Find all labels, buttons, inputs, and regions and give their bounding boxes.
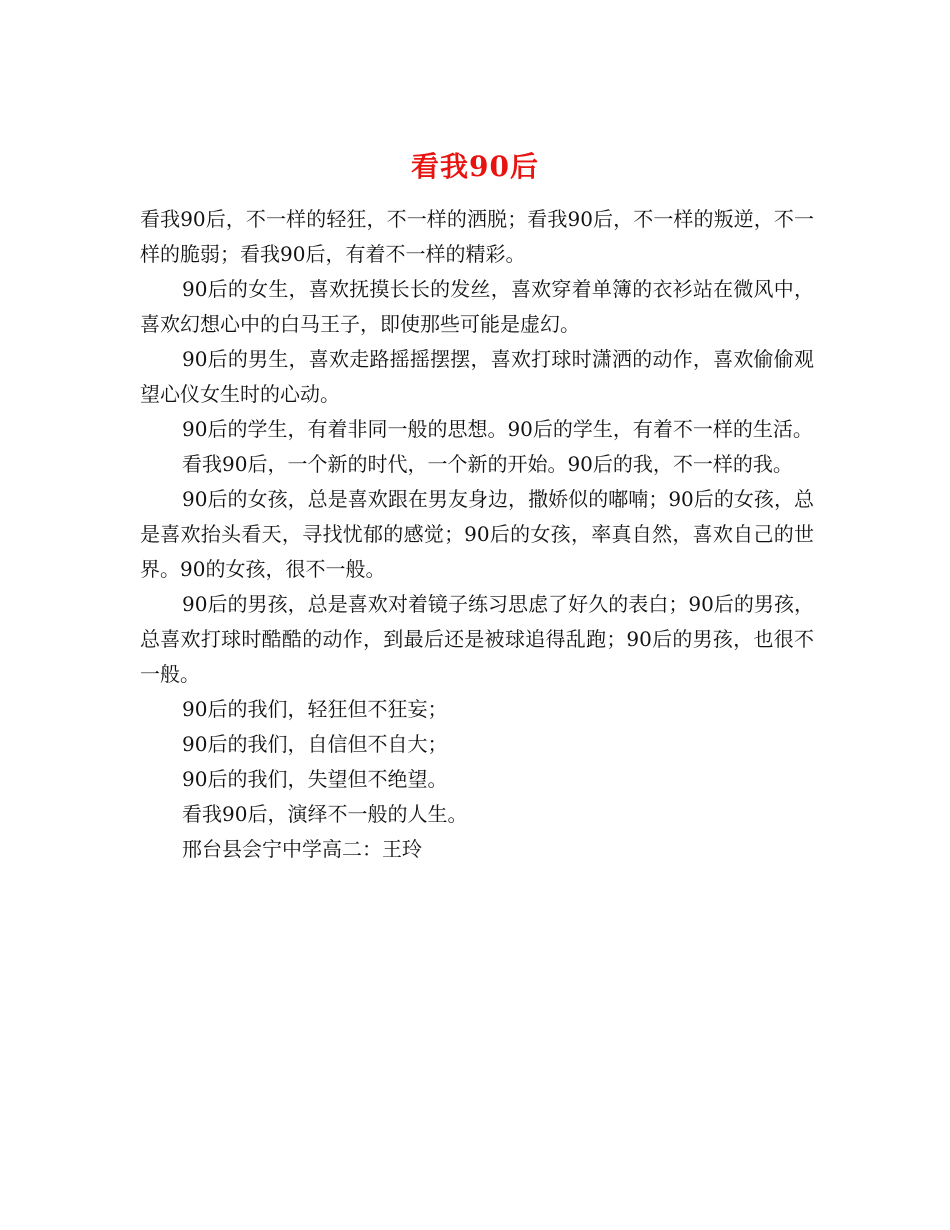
paragraph-intro: 看我90后，不一样的轻狂，不一样的洒脱；看我90后，不一样的叛逆，不一样的脆弱；看我90后，有着不一样的精彩。 [140, 207, 814, 266]
paragraph-students: 90后的学生，有着非同一般的思想。90后的学生，有着不一样的生活。 [182, 417, 813, 441]
paragraph-boys: 90后的男孩，总是喜欢对着镜子练习思虑了好久的表白；90后的男孩，总喜欢打球时酷酷的动作，到最后还是被球追得乱跑；90后的男孩，也很不一般。 [140, 592, 814, 686]
paragraph-new-era: 看我90后，一个新的时代，一个新的开始。90后的我，不一样的我。 [182, 452, 793, 476]
paragraph-we-3: 90后的我们，失望但不绝望。 [182, 767, 448, 791]
document-title: 看我90后 [411, 149, 539, 183]
author-line: 邢台县会宁中学高二：王玲 [182, 837, 422, 861]
paragraph-we-2: 90后的我们，自信但不自大； [182, 732, 448, 756]
paragraph-we-1: 90后的我们，轻狂但不狂妄； [182, 697, 448, 721]
paragraph-closing: 看我90后，演绎不一般的人生。 [182, 802, 468, 826]
paragraph-girls-intro: 90后的女生，喜欢抚摸长长的发丝，喜欢穿着单簿的衣衫站在微风中，喜欢幻想心中的白马王子，即使那些可能是虚幻。 [140, 277, 814, 336]
paragraph-girls: 90后的女孩，总是喜欢跟在男友身边，撒娇似的嘟喃；90后的女孩，总是喜欢抬头看天，寻找忧郁的感觉；90后的女孩，率真自然，喜欢自己的世界。90的女孩，很不一般。 [140, 487, 814, 581]
document-body [140, 202, 814, 867]
paragraph-boys-intro: 90后的男生，喜欢走路摇摇摆摆，喜欢打球时潇洒的动作，喜欢偷偷观望心仪女生时的心动。 [140, 347, 814, 406]
